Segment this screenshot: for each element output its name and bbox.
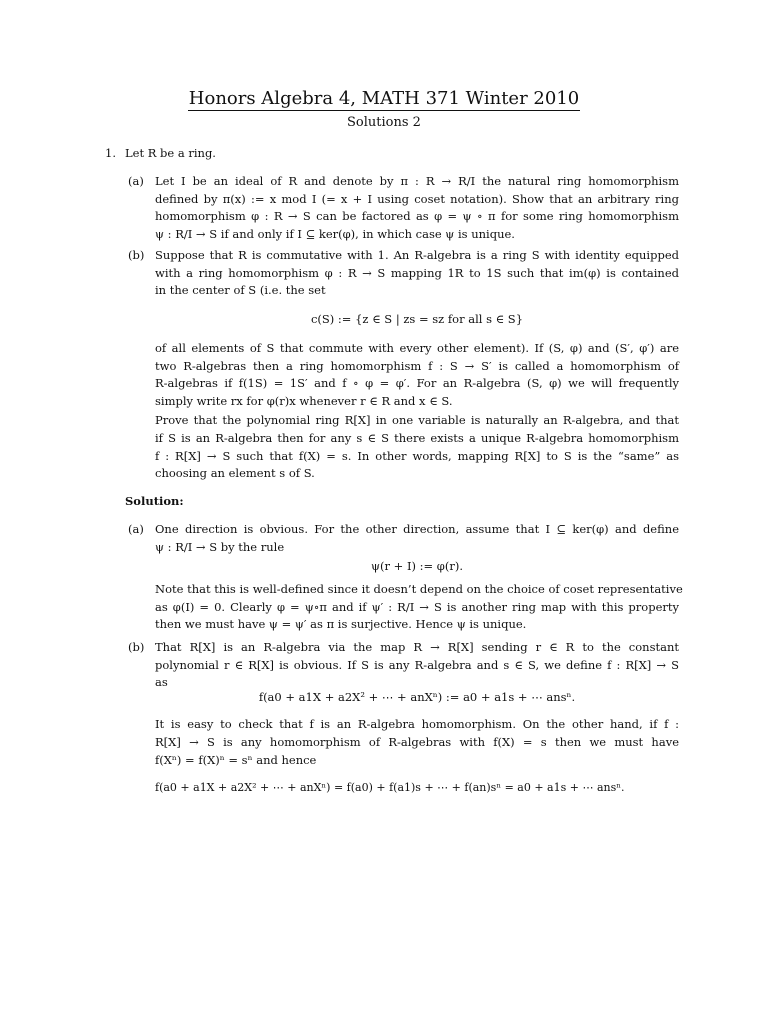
solution-part-a-line: then we must have ψ = ψ′ as π is surjective. Hence ψ is unique. bbox=[155, 617, 527, 631]
problem-part-b-line: f : R[X] → S such that f(X) = s. In other words, mapping R[X] to S is the “same” as bbox=[155, 449, 679, 463]
psi-definition-equation: ψ(r + I) := φ(r). bbox=[371, 559, 463, 573]
problem-part-b-line: choosing an element s of S. bbox=[155, 466, 315, 480]
problem-part-b-line: Suppose that R is commutative with 1. An R-algebra is a ring S with identity equipped bbox=[155, 248, 679, 262]
problem-part-b-line: Prove that the polynomial ring R[X] in one variable is naturally an R-algebra, and that bbox=[155, 413, 679, 427]
problem-part-b-line: in the center of S (i.e. the set bbox=[155, 283, 326, 297]
problem-part-a-line: homomorphism φ : R → S can be factored as φ = ψ ∘ π for some ring homomorphism bbox=[155, 209, 679, 223]
problem-part-b-line: of all elements of S that commute with every other element). If (S, φ) and (S′, φ′) are bbox=[155, 341, 679, 355]
problem-part-b-label: (b) bbox=[128, 248, 145, 262]
center-set-equation: c(S) := {z ∈ S | zs = sz for all s ∈ S} bbox=[310, 312, 524, 326]
problem-part-a-line: Let I be an ideal of R and denote by π : R → R/I the natural ring homomorphism bbox=[155, 174, 679, 188]
solution-part-b-line: f(Xⁿ) = f(X)ⁿ = sⁿ and hence bbox=[155, 753, 317, 767]
problem-number: 1. bbox=[105, 146, 116, 160]
page-title: Honors Algebra 4, MATH 371 Winter 2010 bbox=[188, 88, 580, 109]
solution-heading: Solution: bbox=[125, 494, 184, 508]
solution-part-a-line: ψ : R/I → S by the rule bbox=[155, 540, 285, 554]
page-subtitle: Solutions 2 bbox=[347, 115, 421, 130]
problem-part-a-label: (a) bbox=[128, 174, 144, 188]
solution-part-a-label: (a) bbox=[128, 522, 144, 536]
solution-part-a-line: as φ(I) = 0. Clearly φ = ψ∘π and if ψ′ : R/I → S is another ring map with this property bbox=[155, 600, 679, 614]
solution-part-a-line: Note that this is well-defined since it doesn’t depend on the choice of coset representative bbox=[155, 582, 683, 596]
problem-part-b-line: R-algebras if f(1S) = 1S′ and f ∘ φ = φ′. For an R-algebra (S, φ) we will frequently bbox=[155, 376, 679, 390]
solution-part-b-line: polynomial r ∈ R[X] is obvious. If S is any R-algebra and s ∈ S, we define f : R[X] → S bbox=[155, 658, 679, 672]
solution-part-b-line: It is easy to check that f is an R-algebra homomorphism. On the other hand, if f : bbox=[155, 717, 679, 731]
homomorphism-expansion-equation: f(a0 + a1X + a2X² + ⋯ + anXⁿ) = f(a0) + f(a1)s + ⋯ + f(an)sⁿ = a0 + a1s + ⋯ ansⁿ. bbox=[155, 781, 625, 794]
solution-part-b-line: R[X] → S is any homomorphism of R-algebras with f(X) = s then we must have bbox=[155, 735, 679, 749]
problem-part-a-line: ψ : R/I → S if and only if I ⊆ ker(φ), in which case ψ is unique. bbox=[155, 227, 515, 241]
solution-part-b-line: That R[X] is an R-algebra via the map R → R[X] sending r ∈ R to the constant bbox=[155, 640, 679, 654]
title-rule bbox=[188, 110, 580, 111]
problem-part-a-line: defined by π(x) := x mod I (= x + I using coset notation). Show that an arbitrary ring bbox=[155, 192, 679, 206]
problem-part-b-line: with a ring homomorphism φ : R → S mapping 1R to 1S such that im(φ) is contained bbox=[155, 266, 679, 280]
solution-part-b-label: (b) bbox=[128, 640, 145, 654]
f-definition-equation: f(a0 + a1X + a2X² + ⋯ + anXⁿ) := a0 + a1s + ⋯ ansⁿ. bbox=[258, 690, 576, 704]
problem-part-b-line: if S is an R-algebra then for any s ∈ S there exists a unique R-algebra homomorphism bbox=[155, 431, 679, 445]
solution-part-b-line: as bbox=[155, 675, 168, 689]
problem-intro: Let R be a ring. bbox=[125, 146, 216, 160]
problem-part-b-line: two R-algebras then a ring homomorphism f : S → S′ is called a homomorphism of bbox=[155, 359, 679, 373]
problem-part-b-line: simply write rx for φ(r)x whenever r ∈ R and x ∈ S. bbox=[155, 394, 453, 408]
solution-part-a-line: One direction is obvious. For the other direction, assume that I ⊆ ker(φ) and define bbox=[155, 522, 679, 536]
